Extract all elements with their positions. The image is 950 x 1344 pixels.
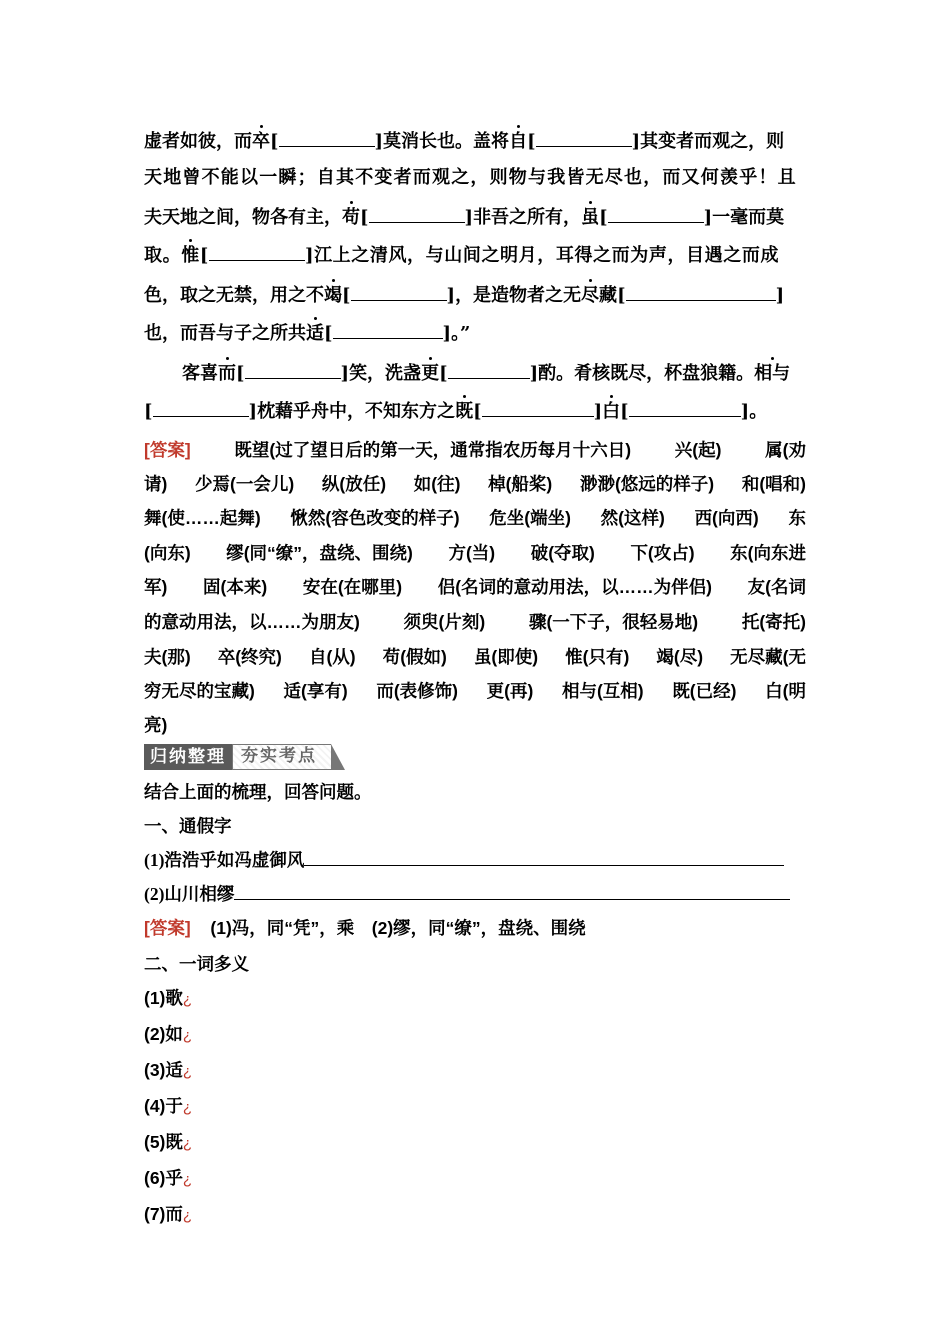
passage-line-3: 夫天地之间，物各有主，苟[ ]非吾之所有，虽[ ]一毫而莫	[144, 204, 806, 230]
answer-line-2: [答案] (1)冯，同“凭”，乘 (2)缪，同“缭”，盘绕、围绕	[144, 918, 586, 938]
placeholder-mark: ¿	[182, 1099, 193, 1116]
answer-term: 方(当)	[448, 543, 496, 563]
answer-1-line	[144, 679, 806, 703]
passage-line-8: [ ]枕藉乎舟中，不知东方之既[ ]白[ ]。	[144, 398, 806, 424]
answer-term: 兴(起)	[674, 440, 722, 460]
answer-term: 须臾(片刻)	[403, 612, 486, 632]
answer-term: 侣(名词的意动用法，以……为伴侣)	[437, 577, 712, 597]
passage-line-5: 色，取之无禁，用之不竭[ ]，是造物者之无尽藏[ ]	[144, 282, 806, 308]
section-banner	[144, 744, 332, 770]
answer-term: 相与(互相)	[561, 681, 644, 701]
placeholder-mark: ¿	[182, 1207, 193, 1224]
passage-line-1: 虚者如彼，而卒[ ]莫消长也。盖将自[ ]其变者而观之，则	[144, 128, 806, 154]
answer-term: 和(唱和)	[741, 474, 806, 494]
answer-term: 惟(只有)	[565, 647, 630, 667]
passage-line-6: 也，而吾与子之所共适[ ]。”	[144, 320, 806, 346]
answer-term: 的意动用法，以……为朋友)	[144, 612, 360, 632]
answer-1-line	[144, 506, 806, 530]
intro-text: 结合上面的梳理，回答问题。	[144, 782, 372, 802]
section-2-title: 二、一词多义	[144, 954, 249, 974]
passage-line-4: 取。惟[ ]江上之清风，与山间之明月，耳得之而为声，目遇之而成	[144, 242, 806, 268]
polysemy-item: (2)如¿	[144, 1024, 193, 1044]
answer-term: 下(攻占)	[630, 543, 695, 563]
answer-term: 既望(过了望日后的第一天，通常指农历每月十六日)	[234, 440, 632, 460]
answer-term: 无尽藏(无	[730, 647, 806, 667]
polysemy-item: (7)而¿	[144, 1204, 193, 1224]
placeholder-mark: ¿	[182, 1171, 193, 1188]
answer-1-line	[144, 713, 806, 737]
answer-term: 东	[788, 508, 806, 528]
answer-term: 军)	[144, 577, 168, 597]
polysemy-item: (4)于¿	[144, 1096, 193, 1116]
answer-term: 白(明	[765, 681, 806, 701]
answer-term: 竭(尽)	[656, 647, 704, 667]
answer-term: 渺渺(悠远的样子)	[579, 474, 715, 494]
answer-term: 安在(在哪里)	[302, 577, 403, 597]
answer-1-line	[144, 472, 806, 496]
answer-term: 骤(一下子，很轻易地)	[528, 612, 699, 632]
answer-term: 西(向西)	[694, 508, 759, 528]
answer-term: 属(劝	[765, 440, 806, 460]
banner-left-label: 归纳整理	[144, 744, 232, 770]
placeholder-mark: ¿	[182, 1027, 193, 1044]
answer-term: 危坐(端坐)	[489, 508, 571, 528]
answer-1-line	[144, 575, 806, 599]
answer-term: 苟(假如)	[382, 647, 447, 667]
placeholder-mark: ¿	[182, 991, 193, 1008]
answer-term: 而(表修饰)	[376, 681, 458, 701]
polysemy-item: (3)适¿	[144, 1060, 193, 1080]
placeholder-mark: ¿	[182, 1135, 193, 1152]
answer-term: 缪(同“缭”，盘绕、围绕)	[226, 543, 413, 563]
section-1-title: 一、通假字	[144, 816, 232, 836]
answer-term: 愀然(容色改变的样子)	[290, 508, 460, 528]
answer-term: 破(夺取)	[530, 543, 595, 563]
answer-term: 亮)	[144, 715, 168, 735]
answer-term: 固(本来)	[203, 577, 268, 597]
placeholder-mark: ¿	[182, 1063, 193, 1080]
answer-term: 既(已经)	[672, 681, 737, 701]
polysemy-item: (5)既¿	[144, 1132, 193, 1152]
answer-term: 东(向东进	[730, 543, 806, 563]
passage-line-2: 天地曾不能以一瞬；自其不变者而观之，则物与我皆无尽也，而又何羡乎！且	[144, 167, 797, 188]
polysemy-item: (6)乎¿	[144, 1168, 193, 1188]
answer-term: 自(从)	[308, 647, 356, 667]
answer-1-line	[144, 645, 806, 669]
answer-term: 舞(使……起舞)	[144, 508, 261, 528]
answer-term: 适(享有)	[283, 681, 348, 701]
answer-term: 友(名词	[747, 577, 806, 597]
answer-term: 纵(放任)	[321, 474, 387, 494]
answer-1-line	[144, 438, 806, 462]
answer-term: 卒(终究)	[217, 647, 282, 667]
answer-term: 虽(即使)	[473, 647, 539, 667]
question-1: (1)浩浩乎如冯虚御风	[144, 848, 806, 872]
answer-term: 棹(船桨)	[488, 474, 553, 494]
answer-term: 托(寄托)	[741, 612, 806, 632]
passage-line-7: 客喜而[ ]笑，洗盏更[ ]酌。肴核既尽，杯盘狼籍。相与	[182, 360, 806, 386]
banner-right-label: 夯实考点	[232, 744, 332, 770]
question-2: (2)山川相缪	[144, 882, 806, 906]
answer-tag: [答案]	[144, 918, 191, 938]
answer-term: 然(这样)	[600, 508, 665, 528]
answer-1-line	[144, 541, 806, 565]
answer-term: (向东)	[144, 543, 191, 563]
answer-term: 请)	[144, 474, 168, 494]
answer-term: 如(往)	[413, 474, 461, 494]
polysemy-item: (1)歌¿	[144, 988, 193, 1008]
answer-tag: [答案]	[144, 440, 191, 460]
answer-term: 夫(那)	[144, 647, 191, 667]
answer-term: 穷无尽的宝藏)	[144, 681, 255, 701]
answer-1-line	[144, 610, 806, 634]
answer-term: 更(再)	[486, 681, 534, 701]
answer-term: 少焉(一会儿)	[195, 474, 295, 494]
